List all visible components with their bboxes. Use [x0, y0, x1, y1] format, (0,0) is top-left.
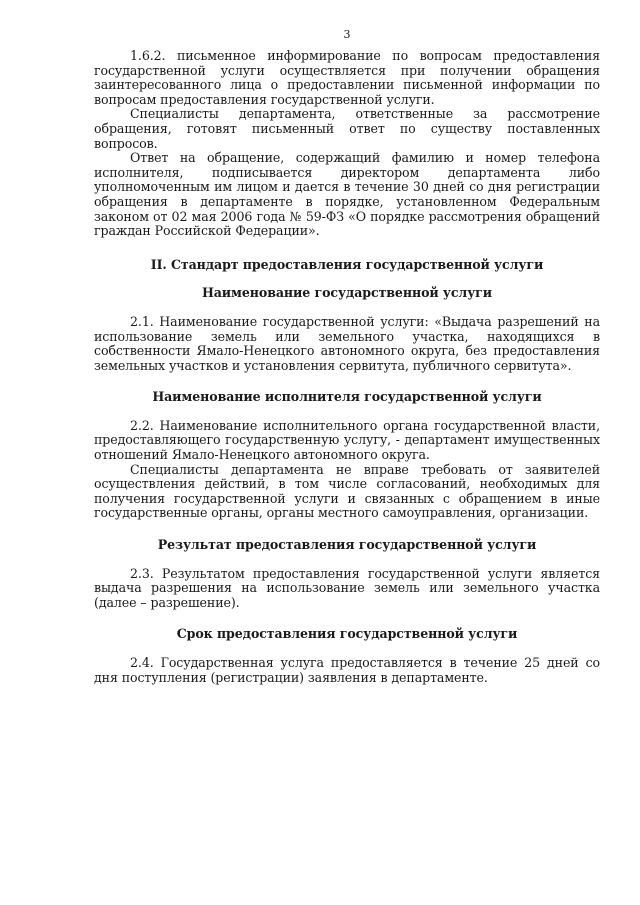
- paragraph-2-3: 2.3. Результатом предоставления государственной услуги является выдача разрешения на использование земель или земельного участка (далее – разрешение).: [94, 565, 600, 610]
- document-body: [94, 49, 600, 685]
- heading-service-executor: Наименование исполнителя государственной услуги: [152, 389, 542, 405]
- page-number: 3: [343, 28, 351, 41]
- paragraph-response-signing: Ответ на обращение, содержащий фамилию и номер телефона исполнителя, подписывается директором департамента либо уполномоченным им лицом и дается в течение 30 дней со дня регистрации обращения в департаменте в порядке, установленном Федеральным законом от 02 мая 2006 года № 59-ФЗ «О порядке рассмотрения обращений граждан Российской Федерации».: [94, 150, 600, 239]
- paragraph-2-4: 2.4. Государственная услуга предоставляется в течение 25 дней со дня поступления (регистрации) заявления в департаменте.: [94, 655, 600, 685]
- heading-service-name: Наименование государственной услуги: [201, 285, 493, 301]
- paragraph-2-2: 2.2. Наименование исполнительного органа государственной власти, предоставляющего государственную услугу, - департамент имущественных отношений Ямало-Ненецкого автономного округа.: [94, 417, 600, 463]
- heading-service-term: Срок предоставления государственной услуги: [176, 626, 518, 642]
- paragraph-specialists-response: Специалисты департамента, ответственные за рассмотрение обращения, готовят письменный ответ по существу поставленных вопросов.: [94, 106, 600, 151]
- section-title: II. Стандарт предоставления государственной услуги: [150, 256, 544, 272]
- heading-service-result: Результат предоставления государственной услуги: [157, 537, 537, 553]
- paragraph-2-1: 2.1. Наименование государственной услуги: «Выдача разрешений на использование земель или земельного участка, находящихся в собственности Ямало-Ненецкого автономного округа, без предоставления земельных участков и установления сервитута, публичного сервитута».: [94, 313, 600, 373]
- paragraph-specialists-not-entitled: Специалисты департамента не вправе требовать от заявителей осуществления действий, в том числе согласований, необходимых для получения государственной услуги и связанных с обращением в иные государственные органы, органы местного самоуправления, организации.: [94, 461, 600, 521]
- paragraph-1-6-2: 1.6.2. письменное информирование по вопросам предоставления государственной услуги осуществляется при получении обращения заинтересованного лица о предоставлении письменной информации по вопросам предоставления государственной услуги.: [94, 48, 600, 107]
